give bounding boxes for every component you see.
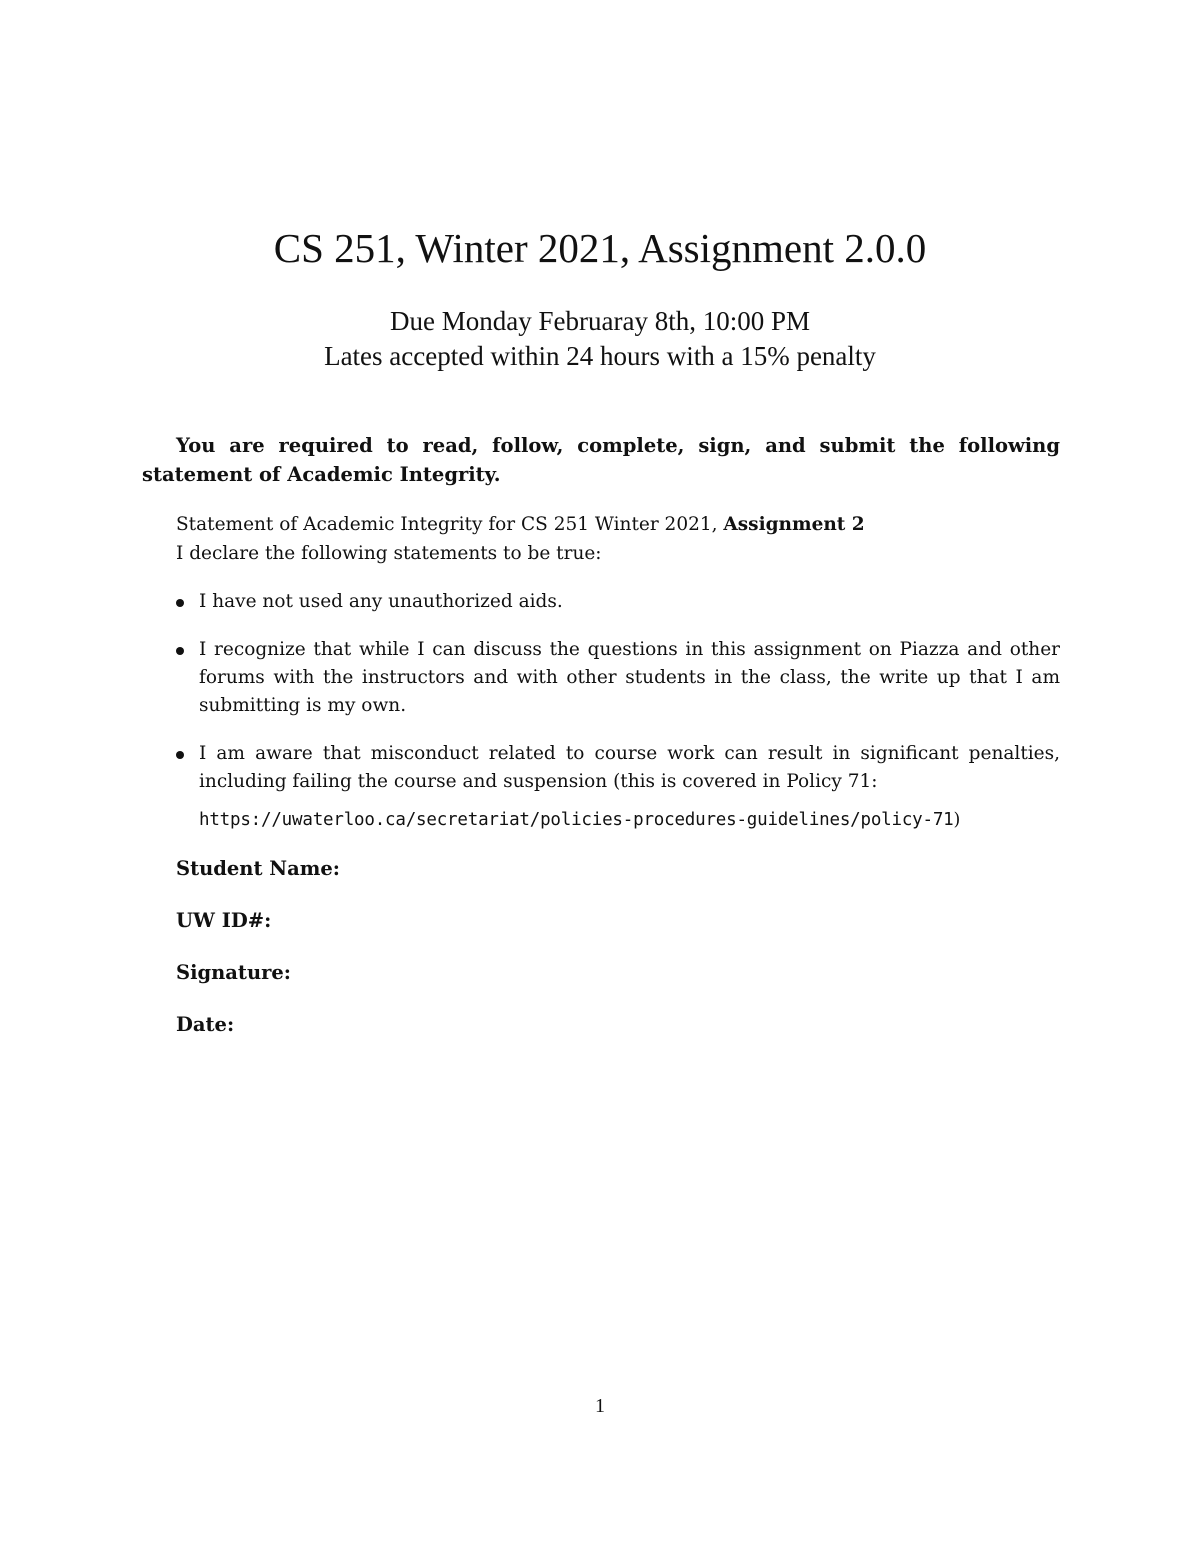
- list-item: [176, 636, 1060, 720]
- date-label: Date:: [176, 1013, 235, 1036]
- list-item: [176, 740, 1060, 834]
- signature-label: Signature:: [176, 961, 292, 984]
- bullet-icon: [176, 599, 184, 607]
- bullet-text: I recognize that while I can discuss the questions in this assignment on Piazza and other forums with the instructors and with other students in the class, the write up that I am submitting is my own.: [199, 639, 1060, 716]
- document-title: CS 251, Winter 2021, Assignment 2.0.0: [273, 225, 927, 271]
- page-number: 1: [595, 1395, 605, 1417]
- declaration-list: [176, 588, 1060, 854]
- statement-heading: [176, 511, 865, 539]
- bullet-icon: [176, 647, 184, 655]
- policy-url-close: ): [953, 810, 961, 830]
- student-name-label: Student Name:: [176, 857, 340, 880]
- policy-link[interactable]: https://uwaterloo.ca/secretariat/policies-procedures-guidelines/policy-71: [199, 810, 954, 830]
- policy-url-line: [199, 806, 1060, 834]
- bullet-text: I have not used any unauthorized aids.: [199, 591, 563, 612]
- late-policy: Lates accepted within 24 hours with a 15% penalty: [324, 341, 876, 371]
- integrity-instructions: You are required to read, follow, complete, sign, and submit the following statement of Academic Integrity.: [142, 434, 1060, 486]
- declaration-line: I declare the following statements to be true:: [176, 543, 602, 564]
- bullet-text: I am aware that misconduct related to course work can result in significant penalties, including failing the course and suspension (this is covered in Policy 71:: [199, 743, 1060, 792]
- statement-heading-assignment: Assignment 2: [723, 514, 865, 535]
- uw-id-label: UW ID#:: [176, 909, 272, 932]
- bullet-icon: [176, 751, 184, 759]
- statement-heading-prefix: Statement of Academic Integrity for CS 251 Winter 2021,: [176, 514, 724, 535]
- due-date: Due Monday Februaray 8th, 10:00 PM: [390, 306, 810, 336]
- list-item: [176, 588, 1060, 616]
